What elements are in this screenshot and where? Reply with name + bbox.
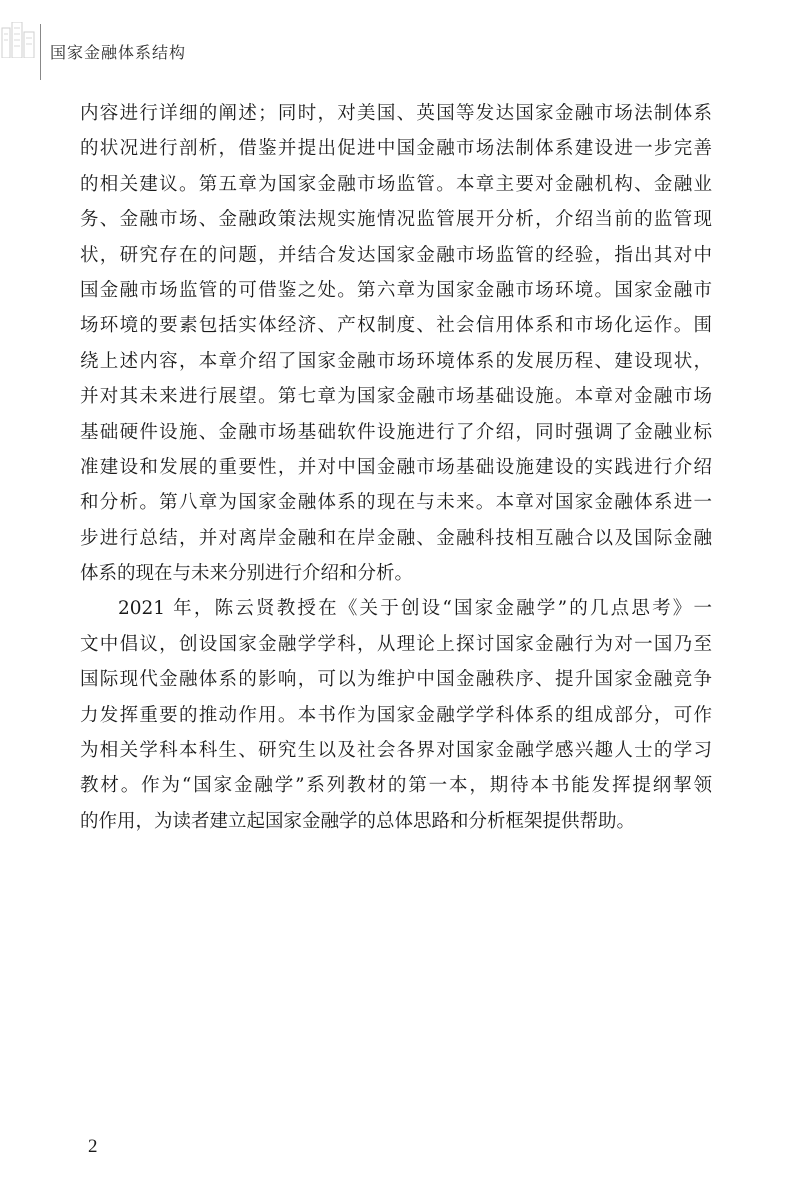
- running-title: 国家金融体系结构: [50, 43, 187, 62]
- paragraph-1: [80, 96, 712, 591]
- text-line: 绕上述内容，本章介绍了国家金融市场环境体系的发展历程、建设现状，: [80, 350, 712, 372]
- building-decoration-icon: [0, 22, 36, 58]
- text-line: 国际现代金融体系的影响，可以为维护中国金融秩序、提升国家金融竞争: [80, 669, 712, 691]
- paragraph-2: [80, 591, 712, 839]
- text-line: 务、金融市场、金融政策法规实施情况监管展开分析，介绍当前的监管现: [80, 209, 712, 231]
- text-line: 步进行总结，并对离岸金融和在岸金融、金融科技相互融合以及国际金融: [80, 527, 712, 549]
- text-line: 为相关学科本科生、研究生以及社会各界对国家金融学感兴趣人士的学习: [80, 740, 712, 762]
- text-line: 场环境的要素包括实体经济、产权制度、社会信用体系和市场化运作。围: [80, 315, 712, 337]
- text-line: 和分析。第八章为国家金融体系的现在与未来。本章对国家金融体系进一: [80, 492, 712, 514]
- page-number: 2: [88, 1136, 98, 1157]
- text-line: 的相关建议。第五章为国家金融市场监管。本章主要对金融机构、金融业: [80, 173, 712, 195]
- text-line: 体系的现在与未来分别进行介绍和分析。: [80, 563, 414, 585]
- text-line: 基础硬件设施、金融市场基础软件设施进行了介绍，同时强调了金融业标: [80, 421, 712, 443]
- text-line: 并对其未来进行展望。第七章为国家金融市场基础设施。本章对金融市场: [80, 386, 712, 408]
- text-line: 教材。作为“国家金融学”系列教材的第一本，期待本书能发挥提纲挈领: [80, 775, 712, 797]
- running-header: [0, 0, 790, 80]
- text-line: 内容进行详细的阐述；同时，对美国、英国等发达国家金融市场法制体系: [80, 103, 712, 124]
- body-text: [80, 96, 712, 839]
- text-line: 2021 年，陈云贤教授在《关于创设“国家金融学”的几点思考》一: [118, 598, 712, 620]
- text-line: 国金融市场监管的可借鉴之处。第六章为国家金融市场环境。国家金融市: [80, 279, 712, 301]
- text-line: 准建设和发展的重要性，并对中国金融市场基础设施建设的实践进行介绍: [80, 456, 712, 478]
- text-line: 文中倡议，创设国家金融学学科，从理论上探讨国家金融行为对一国乃至: [80, 633, 712, 655]
- text-line: 状，研究存在的问题，并结合发达国家金融市场监管的经验，指出其对中: [80, 244, 712, 266]
- text-line: 的状况进行剖析，借鉴并提出促进中国金融市场法制体系建设进一步完善: [80, 138, 712, 160]
- text-line: 的作用，为读者建立起国家金融学的总体思路和分析框架提供帮助。: [80, 810, 636, 832]
- text-line: 力发挥重要的推动作用。本书作为国家金融学学科体系的组成部分，可作: [80, 704, 712, 726]
- header-divider: [40, 24, 41, 80]
